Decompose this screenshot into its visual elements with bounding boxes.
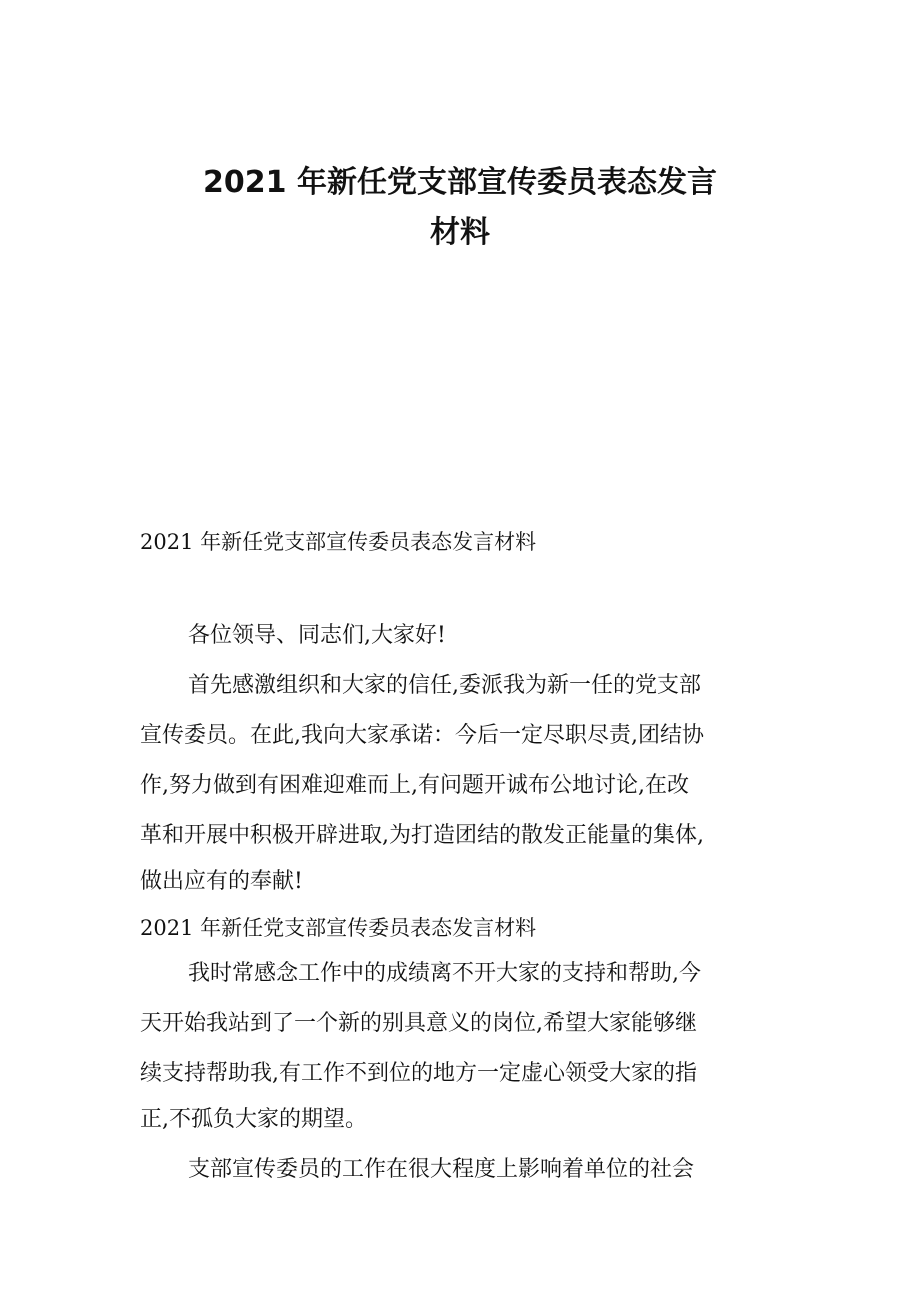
paragraph-1-line-1: 首先感激组织和大家的信任,委派我为新一任的党支部 <box>188 673 701 698</box>
section-heading-2: 2021 年新任党支部宣传委员表态发言材料 <box>140 916 537 940</box>
paragraph-2-line-3: 续支持帮助我,有工作不到位的地方一定虚心领受大家的指 <box>140 1061 697 1086</box>
paragraph-2-line-1: 我时常感念工作中的成绩离不开大家的支持和帮助,今 <box>188 961 701 986</box>
paragraph-1-line-3: 作,努力做到有困难迎难而上,有问题开诚布公地讨论,在改 <box>140 773 689 798</box>
paragraph-2-line-2: 天开始我站到了一个新的别具意义的岗位,希望大家能够继 <box>140 1011 697 1036</box>
document-title-line-1: 2021 年新任党支部宣传委员表态发言 <box>203 165 717 200</box>
paragraph-1-line-2: 宣传委员。在此,我向大家承诺：今后一定尽职尽责,团结协 <box>140 723 704 748</box>
paragraph-2-line-4: 正,不孤负大家的期望。 <box>140 1107 367 1132</box>
paragraph-1-line-4: 革和开展中积极开辟进取,为打造团结的散发正能量的集体, <box>140 823 704 848</box>
paragraph-1-line-5: 做出应有的奉献! <box>140 869 303 894</box>
paragraph-3-line-1: 支部宣传委员的工作在很大程度上影响着单位的社会 <box>188 1157 695 1182</box>
greeting-line: 各位领导、同志们,大家好! <box>188 623 446 648</box>
document-title-line-2: 材料 <box>430 215 490 250</box>
section-heading-1: 2021 年新任党支部宣传委员表态发言材料 <box>140 530 537 554</box>
